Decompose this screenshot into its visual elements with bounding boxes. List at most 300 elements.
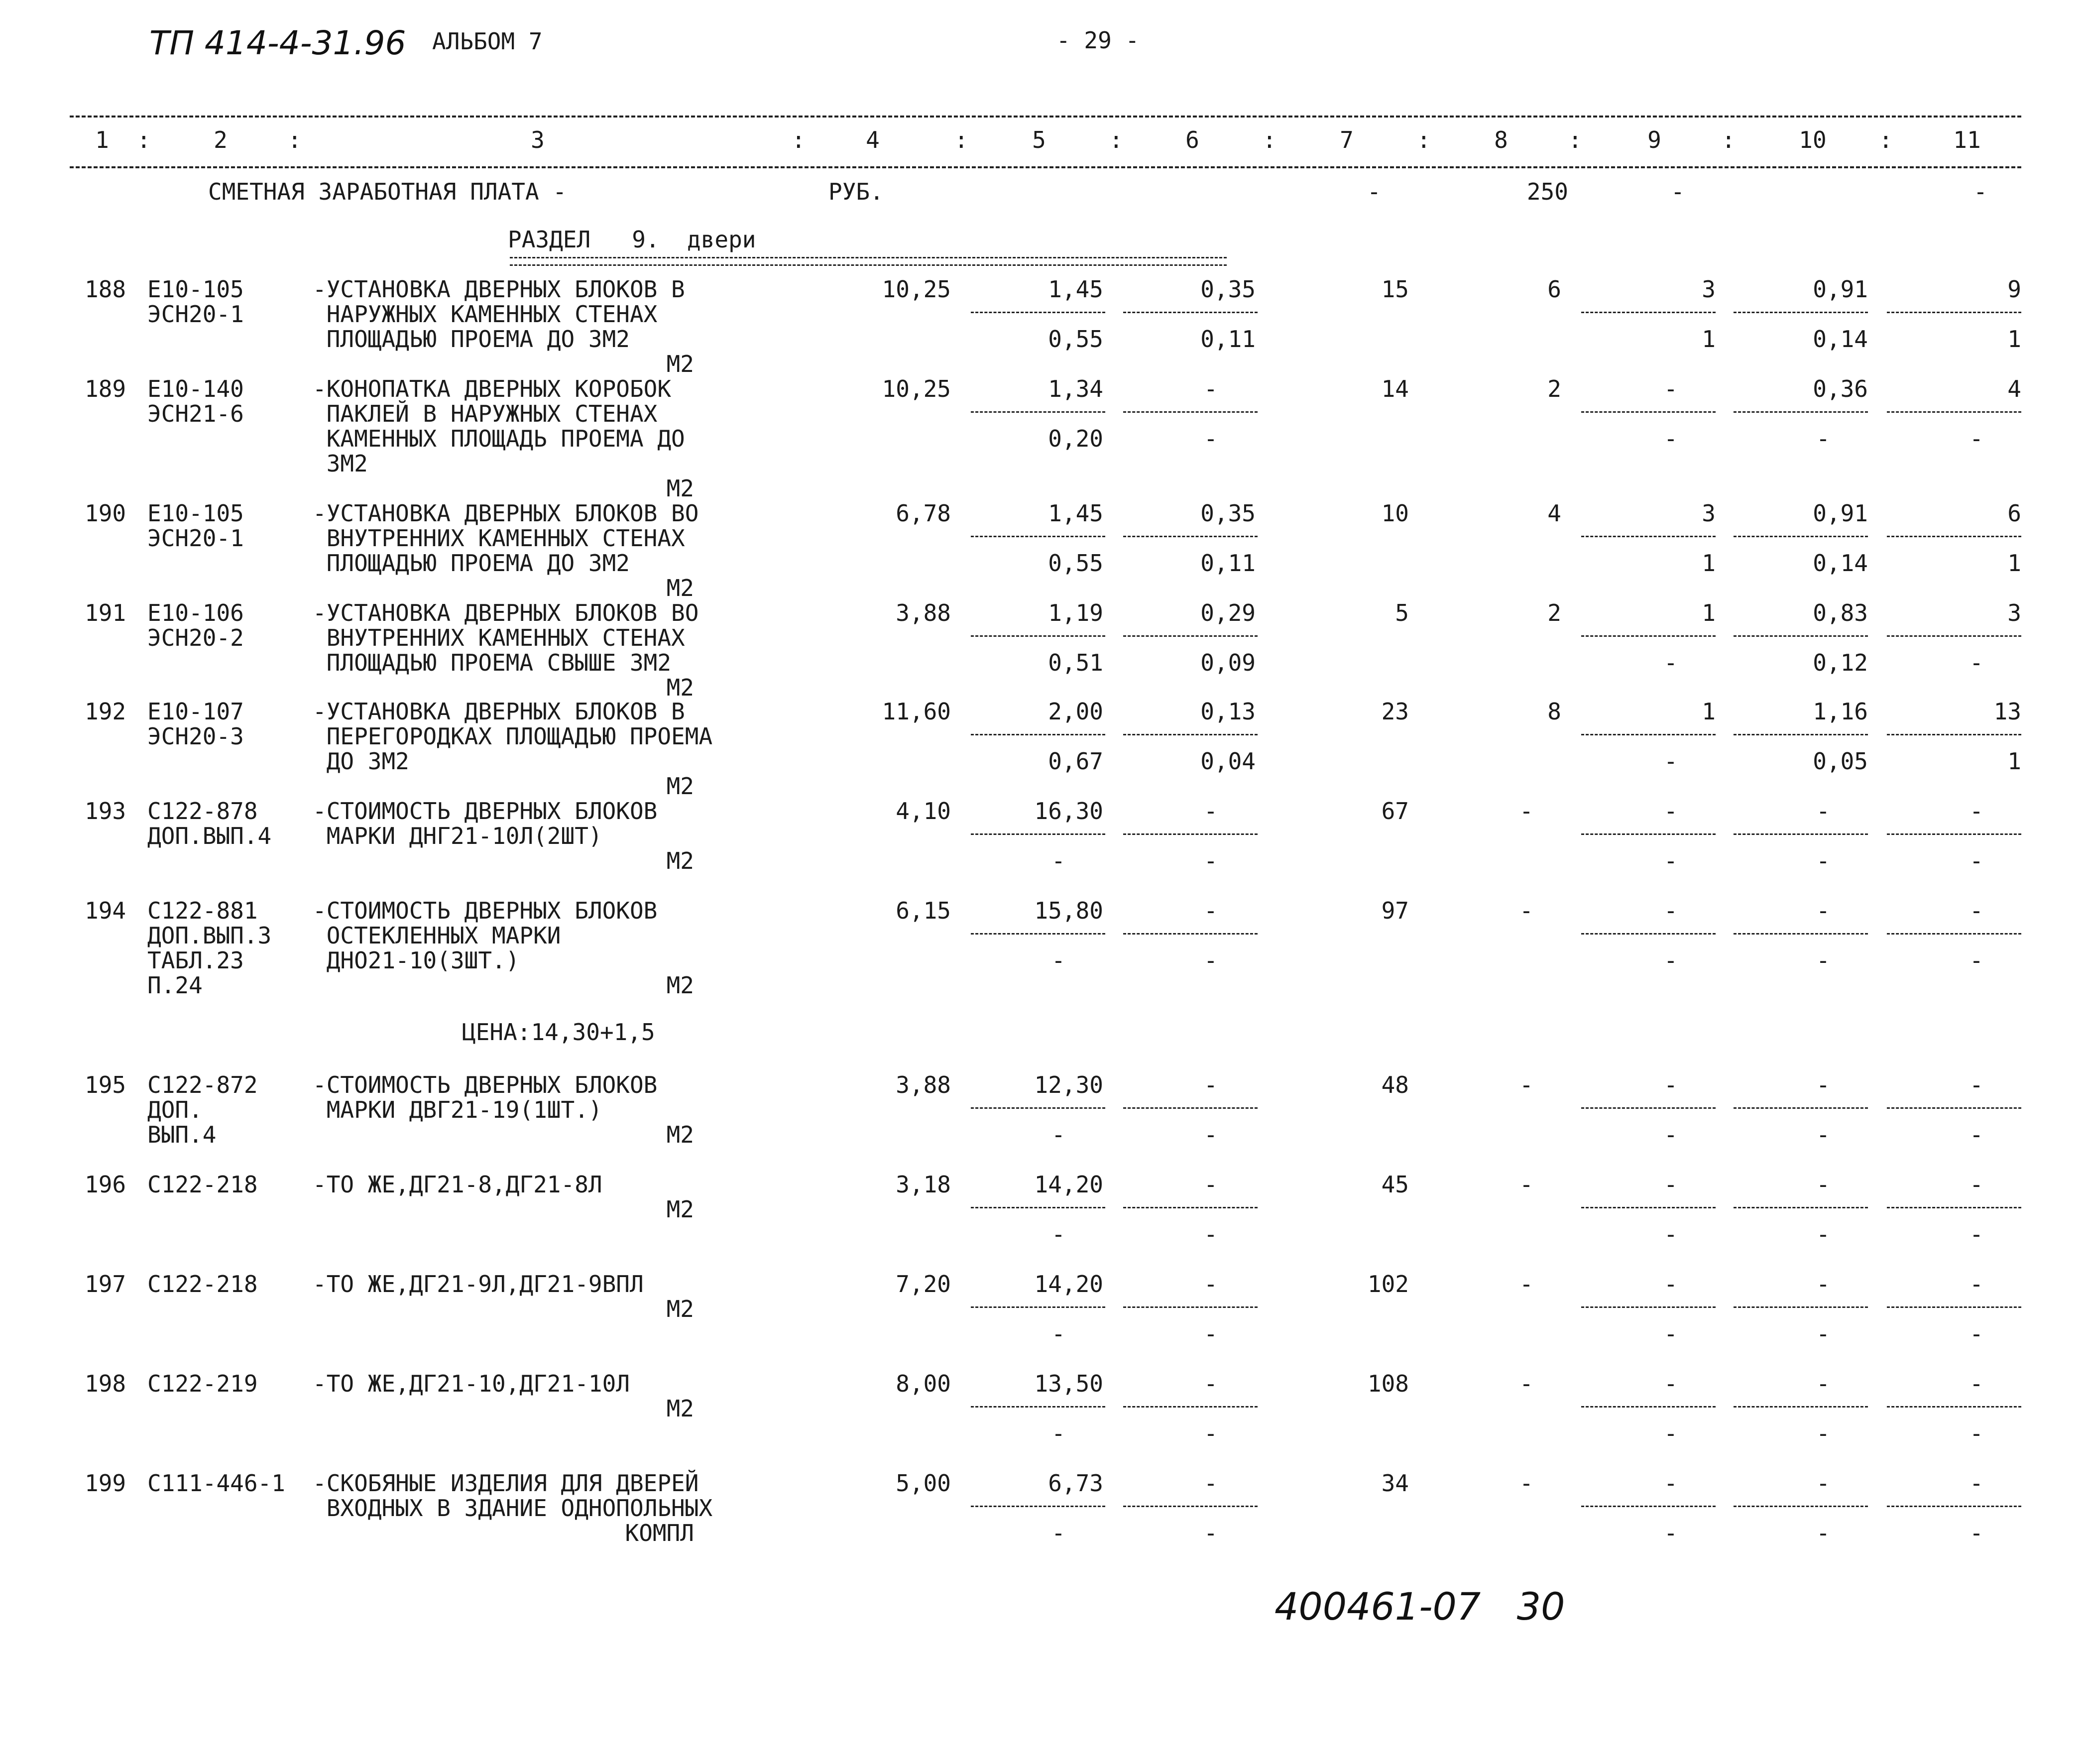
column-divider: : [954,126,968,153]
row-number: 191 [85,599,126,626]
col8-value: - [1519,1171,1533,1198]
column-divider: : [1722,126,1736,153]
col5-top: 1,45 [1048,500,1103,527]
col5-bottom: - [1051,1121,1065,1148]
norm-code: ЭСН20-3 [147,723,244,750]
norm-code: ЭСН20-2 [147,624,244,651]
col9-top: - [1664,1370,1678,1397]
col9-bottom: - [1664,1320,1678,1347]
table-top-rule [70,116,2021,118]
value-separator [1887,635,2021,637]
column-number: 6 [1185,126,1199,153]
work-description: ДНО21-10(3ШТ.) [313,947,520,974]
col7-value: 14 [1381,375,1409,402]
col7-value: 67 [1381,798,1409,824]
summary-col11: - [1973,178,1987,205]
column-number: 11 [1953,126,1981,153]
work-description: -КОНОПАТКА ДВЕРНЫХ КОРОБОК [313,375,672,402]
work-description: -УСТАНОВКА ДВЕРНЫХ БЛОКОВ В [313,276,685,303]
col10-top: - [1816,897,1830,924]
col10-bottom: - [1816,1121,1830,1148]
col6-top: - [1204,798,1218,824]
col6-bottom: - [1204,1520,1218,1546]
norm-code: Е10-140 [147,375,244,402]
unit-of-measure: М2 [666,475,694,502]
work-description: -УСТАНОВКА ДВЕРНЫХ БЛОКОВ В [313,698,685,725]
work-description: ПЕРЕГОРОДКАХ ПЛОЩАДЬЮ ПРОЕМА [313,723,713,750]
value-separator [1734,1406,1868,1408]
col9-bottom: - [1664,748,1678,775]
col5-top: 15,80 [1034,897,1103,924]
col11-bottom: - [1970,1221,1983,1248]
value-separator [1734,1306,1868,1308]
col8-value: - [1519,1470,1533,1497]
row-number: 189 [85,375,126,402]
col10-top: - [1816,1271,1830,1297]
value-separator [1123,1306,1258,1308]
norm-code: С122-218 [147,1171,258,1198]
col6-bottom: 0,11 [1200,550,1256,577]
col11-bottom: 1 [2007,748,2021,775]
col5-bottom: 0,20 [1048,425,1103,452]
col4-quantity: 6,78 [896,500,951,527]
col5-bottom: - [1051,1520,1065,1546]
album-label: АЛЬБОМ 7 [432,28,543,55]
unit-of-measure: М2 [666,1295,694,1322]
work-description: ПЛОЩАДЬЮ ПРОЕМА ДО 3М2 [313,550,630,577]
column-divider: : [137,126,151,153]
col7-value: 108 [1367,1370,1409,1397]
value-separator [1887,1207,2021,1208]
column-number: 7 [1340,126,1354,153]
col11-top: 6 [2007,500,2021,527]
norm-code: С122-872 [147,1071,258,1098]
unit-of-measure: М2 [666,847,694,874]
col11-bottom: - [1970,1520,1983,1546]
col4-quantity: 3,88 [896,599,951,626]
col6-bottom: - [1204,1221,1218,1248]
work-description: МАРКИ ДНГ21-10Л(2ШТ) [313,823,602,849]
column-number: 4 [866,126,880,153]
col5-top: 14,20 [1034,1271,1103,1297]
work-description: -СКОБЯНЫЕ ИЗДЕЛИЯ ДЛЯ ДВЕРЕЙ [313,1470,699,1497]
col10-bottom: 0,05 [1813,748,1868,775]
work-description: -ТО ЖЕ,ДГ21-10,ДГ21-10Л [313,1370,630,1397]
row-number: 197 [85,1271,126,1297]
value-separator [1734,833,1868,835]
col5-top: 1,19 [1048,599,1103,626]
column-number: 3 [531,126,545,153]
col9-top: - [1664,1171,1678,1198]
col5-bottom: - [1051,947,1065,974]
value-separator [1123,1207,1258,1208]
col11-bottom: - [1970,425,1983,452]
col9-bottom: - [1664,1121,1678,1148]
col6-top: 0,35 [1200,500,1256,527]
col6-bottom: - [1204,1121,1218,1148]
col7-value: 48 [1381,1071,1409,1098]
col6-bottom: - [1204,947,1218,974]
column-number: 2 [214,126,228,153]
value-separator [1887,1107,2021,1109]
col9-bottom: - [1664,649,1678,676]
col11-bottom: - [1970,947,1983,974]
value-separator [1123,312,1258,313]
col11-top: - [1970,1370,1983,1397]
col10-bottom: 0,14 [1813,326,1868,353]
work-description: МАРКИ ДВГ21-19(1ШТ.) [313,1096,602,1123]
work-description: -УСТАНОВКА ДВЕРНЫХ БЛОКОВ ВО [313,500,699,527]
column-divider: : [1109,126,1123,153]
col4-quantity: 7,20 [896,1271,951,1297]
col10-top: - [1816,1470,1830,1497]
col5-top: 14,20 [1034,1171,1103,1198]
work-description: -СТОИМОСТЬ ДВЕРНЫХ БЛОКОВ [313,798,658,824]
column-number: 10 [1799,126,1827,153]
column-number: 5 [1032,126,1046,153]
col10-top: 1,16 [1813,698,1868,725]
unit-of-measure: М2 [666,773,694,800]
value-separator [1123,1406,1258,1408]
col5-bottom: - [1051,1221,1065,1248]
value-separator [1581,933,1716,935]
col8-value: - [1519,897,1533,924]
value-separator [1887,1506,2021,1507]
footer-handwritten-number: 400461-07 30 [1275,1584,1565,1629]
work-description: ВХОДНЫХ В ЗДАНИЕ ОДНОПОЛЬНЫХ [313,1495,713,1522]
col5-top: 13,50 [1034,1370,1103,1397]
col11-top: 9 [2007,276,2021,303]
col7-value: 34 [1381,1470,1409,1497]
col11-top: - [1970,1470,1983,1497]
value-separator [1581,1107,1716,1109]
value-separator [1581,536,1716,537]
col5-top: 1,34 [1048,375,1103,402]
col4-quantity: 10,25 [882,276,951,303]
row-number: 192 [85,698,126,725]
work-description: КАМЕННЫХ ПЛОЩАДЬ ПРОЕМА ДО [313,425,685,452]
col11-top: 3 [2007,599,2021,626]
row-number: 188 [85,276,126,303]
col8-value: 2 [1547,599,1561,626]
col9-bottom: - [1664,1221,1678,1248]
col6-top: - [1204,1271,1218,1297]
column-divider: : [1417,126,1431,153]
work-description: -УСТАНОВКА ДВЕРНЫХ БЛОКОВ ВО [313,599,699,626]
col11-bottom: - [1970,1420,1983,1447]
value-separator [1887,1306,2021,1308]
col6-bottom: 0,04 [1200,748,1256,775]
price-note: ЦЕНА:14,30+1,5 [462,1019,655,1046]
col8-value: 8 [1547,698,1561,725]
col6-bottom: - [1204,847,1218,874]
col9-bottom: 1 [1702,550,1716,577]
col8-value: 6 [1547,276,1561,303]
col10-bottom: - [1816,847,1830,874]
document-code: ТП 414-4-31.96 [149,24,406,62]
col10-bottom: - [1816,1221,1830,1248]
value-separator [1887,312,2021,313]
row-number: 190 [85,500,126,527]
unit-of-measure: М2 [666,1196,694,1223]
value-separator [1734,933,1868,935]
col11-top: - [1970,897,1983,924]
unit-of-measure: М2 [666,1121,694,1148]
col9-top: 3 [1702,276,1716,303]
column-divider: : [1568,126,1582,153]
value-separator [1581,1207,1716,1208]
norm-code: Е10-106 [147,599,244,626]
value-separator [1123,635,1258,637]
section-title-rule [510,257,1227,266]
col6-top: - [1204,1071,1218,1098]
col7-value: 45 [1381,1171,1409,1198]
value-separator [971,1506,1105,1507]
col9-bottom: - [1664,1420,1678,1447]
col6-top: - [1204,1171,1218,1198]
col10-bottom: - [1816,425,1830,452]
work-description: -ТО ЖЕ,ДГ21-8,ДГ21-8Л [313,1171,602,1198]
value-separator [1887,933,2021,935]
norm-code: Е10-107 [147,698,244,725]
col8-value: - [1519,1071,1533,1098]
value-separator [1123,536,1258,537]
value-separator [1734,1207,1868,1208]
col5-bottom: - [1051,847,1065,874]
col5-top: 12,30 [1034,1071,1103,1098]
value-separator [1581,411,1716,413]
col6-top: 0,29 [1200,599,1256,626]
value-separator [971,312,1105,313]
norm-code: С122-219 [147,1370,258,1397]
value-separator [1734,1107,1868,1109]
col7-value: 23 [1381,698,1409,725]
norm-code: ЭСН20-1 [147,301,244,328]
norm-code: ДОП.ВЫП.4 [147,823,272,849]
col6-top: - [1204,375,1218,402]
norm-code: ТАБЛ.23 [147,947,244,974]
col11-bottom: - [1970,1121,1983,1148]
col4-quantity: 3,18 [896,1171,951,1198]
unit-of-measure: М2 [666,575,694,601]
row-number: 194 [85,897,126,924]
value-separator [971,536,1105,537]
value-separator [1734,411,1868,413]
col5-bottom: 0,51 [1048,649,1103,676]
norm-code: Е10-105 [147,500,244,527]
value-separator [1123,1506,1258,1507]
col10-bottom: - [1816,1320,1830,1347]
col10-bottom: 0,14 [1813,550,1868,577]
value-separator [971,1207,1105,1208]
norm-code: ДОП.ВЫП.3 [147,922,272,949]
value-separator [1887,734,2021,735]
work-description: НАРУЖНЫХ КАМЕННЫХ СТЕНАХ [313,301,658,328]
col10-bottom: - [1816,1520,1830,1546]
value-separator [1581,312,1716,313]
col11-bottom: - [1970,649,1983,676]
work-description: ПАКЛЕЙ В НАРУЖНЫХ СТЕНАХ [313,400,658,427]
col11-top: 4 [2007,375,2021,402]
col9-top: - [1664,1271,1678,1297]
norm-code: С122-218 [147,1271,258,1297]
col6-top: 0,13 [1200,698,1256,725]
col11-top: 13 [1993,698,2021,725]
col11-top: - [1970,1171,1983,1198]
value-separator [971,1406,1105,1408]
col4-quantity: 8,00 [896,1370,951,1397]
col9-top: 3 [1702,500,1716,527]
norm-code: Е10-105 [147,276,244,303]
column-divider: : [1879,126,1893,153]
value-separator [971,1107,1105,1109]
work-description: ОСТЕКЛЕННЫХ МАРКИ [313,922,561,949]
work-description: ПЛОЩАДЬЮ ПРОЕМА СВЫШЕ 3М2 [313,649,672,676]
work-description: 3М2 [313,450,368,477]
col10-top: - [1816,1071,1830,1098]
col7-value: 97 [1381,897,1409,924]
col7-value: 10 [1381,500,1409,527]
summary-col8: 250 [1526,178,1568,205]
col10-top: - [1816,798,1830,824]
col10-top: 0,36 [1813,375,1868,402]
norm-code: ЭСН20-1 [147,525,244,552]
col5-bottom: - [1051,1320,1065,1347]
col6-top: - [1204,1470,1218,1497]
col6-bottom: 0,09 [1200,649,1256,676]
summary-label: СМЕТНАЯ ЗАРАБОТНАЯ ПЛАТА - [208,178,567,205]
col9-top: - [1664,897,1678,924]
work-description: -СТОИМОСТЬ ДВЕРНЫХ БЛОКОВ [313,1071,658,1098]
value-separator [1581,734,1716,735]
col9-top: - [1664,798,1678,824]
norm-code: ДОП. [147,1096,203,1123]
value-separator [1581,1306,1716,1308]
col6-bottom: - [1204,1420,1218,1447]
value-separator [971,1306,1105,1308]
col9-top: - [1664,1071,1678,1098]
col5-bottom: 0,55 [1048,550,1103,577]
value-separator [1734,1506,1868,1507]
col9-top: 1 [1702,599,1716,626]
col10-top: 0,91 [1813,276,1868,303]
col6-top: - [1204,1370,1218,1397]
col4-quantity: 11,60 [882,698,951,725]
norm-code: П.24 [147,972,203,999]
section-title: РАЗДЕЛ 9. двери [508,226,756,253]
col5-top: 6,73 [1048,1470,1103,1497]
col5-bottom: 0,67 [1048,748,1103,775]
row-number: 199 [85,1470,126,1497]
col10-bottom: - [1816,1420,1830,1447]
value-separator [1734,312,1868,313]
column-number: 9 [1647,126,1661,153]
col11-top: - [1970,798,1983,824]
col11-top: - [1970,1071,1983,1098]
value-separator [1887,833,2021,835]
value-separator [1887,536,2021,537]
column-number: 1 [95,126,109,153]
value-separator [971,411,1105,413]
col6-top: - [1204,897,1218,924]
unit-of-measure: М2 [666,1395,694,1422]
column-divider: : [792,126,806,153]
value-separator [1734,536,1868,537]
work-description: -СТОИМОСТЬ ДВЕРНЫХ БЛОКОВ [313,897,658,924]
col9-bottom: 1 [1702,326,1716,353]
column-divider: : [1263,126,1276,153]
col9-bottom: - [1664,947,1678,974]
value-separator [971,734,1105,735]
value-separator [1123,734,1258,735]
col10-bottom: - [1816,947,1830,974]
col8-value: - [1519,798,1533,824]
summary-col9: - [1671,178,1685,205]
col10-bottom: 0,12 [1813,649,1868,676]
col7-value: 102 [1367,1271,1409,1297]
work-description: ПЛОЩАДЬЮ ПРОЕМА ДО 3М2 [313,326,630,353]
value-separator [971,635,1105,637]
col5-top: 16,30 [1034,798,1103,824]
value-separator [1581,635,1716,637]
norm-code: С111-446-1 [147,1470,285,1497]
value-separator [1581,833,1716,835]
col10-top: - [1816,1171,1830,1198]
col5-top: 1,45 [1048,276,1103,303]
col11-bottom: 1 [2007,550,2021,577]
col9-bottom: - [1664,425,1678,452]
col8-value: 2 [1547,375,1561,402]
unit-of-measure: М2 [666,674,694,701]
col7-value: 15 [1381,276,1409,303]
norm-code: С122-878 [147,798,258,824]
col4-quantity: 5,00 [896,1470,951,1497]
value-separator [1123,411,1258,413]
page-number: - 29 - [1056,27,1140,54]
value-separator [971,833,1105,835]
col4-quantity: 3,88 [896,1071,951,1098]
work-description: -ТО ЖЕ,ДГ21-9Л,ДГ21-9ВПЛ [313,1271,644,1297]
value-separator [1123,833,1258,835]
unit-of-measure: КОМПЛ [625,1520,694,1546]
summary-col7: - [1367,178,1381,205]
value-separator [1734,635,1868,637]
column-divider: : [288,126,302,153]
col9-bottom: - [1664,847,1678,874]
unit-of-measure: М2 [666,972,694,999]
row-number: 193 [85,798,126,824]
col11-bottom: 1 [2007,326,2021,353]
col5-bottom: - [1051,1420,1065,1447]
col4-quantity: 6,15 [896,897,951,924]
col10-top: 0,91 [1813,500,1868,527]
col4-quantity: 10,25 [882,375,951,402]
col5-top: 2,00 [1048,698,1103,725]
col4-quantity: 4,10 [896,798,951,824]
col8-value: - [1519,1370,1533,1397]
col6-bottom: - [1204,1320,1218,1347]
col5-bottom: 0,55 [1048,326,1103,353]
norm-code: ЭСН21-6 [147,400,244,427]
col6-bottom: 0,11 [1200,326,1256,353]
col9-top: - [1664,375,1678,402]
work-description: ВНУТРЕННИХ КАМЕННЫХ СТЕНАХ [313,624,685,651]
row-number: 195 [85,1071,126,1098]
value-separator [1581,1506,1716,1507]
value-separator [1581,1406,1716,1408]
col9-bottom: - [1664,1520,1678,1546]
value-separator [1887,1406,2021,1408]
